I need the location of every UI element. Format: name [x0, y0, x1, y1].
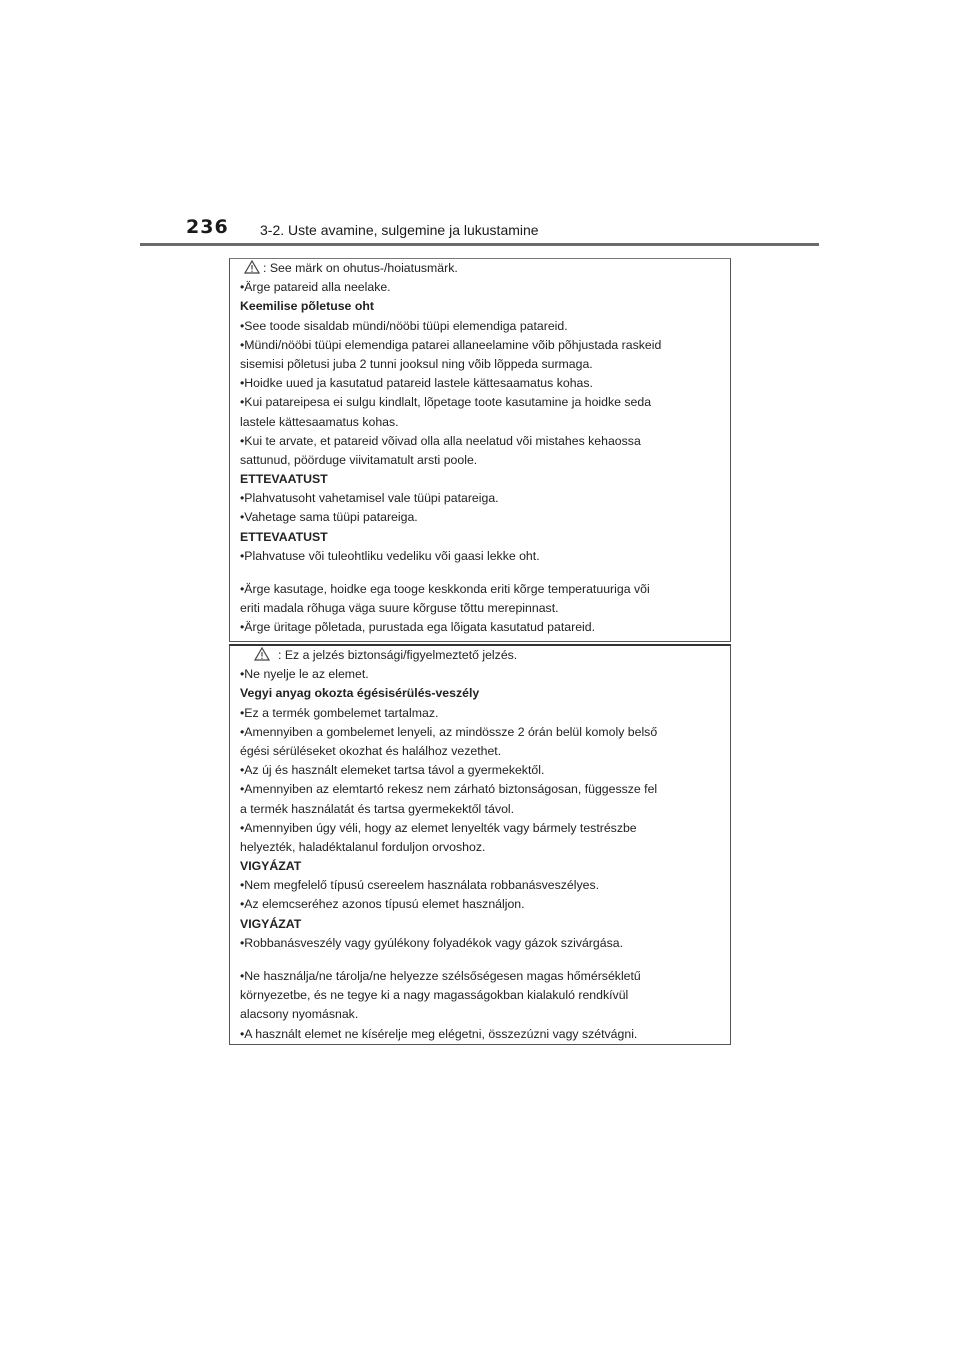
text-line: sattunud, pöörduge viivitamatult arsti poole.: [240, 452, 478, 467]
text-line: •Amennyiben a gombelemet lenyeli, az mindössze 2 órán belül komoly belső: [240, 724, 658, 739]
section-heading: Keemilise põletuse oht: [240, 299, 374, 314]
text-line: •Mündi/nööbi tüüpi elemendiga patarei allaneelamine võib põhjustada raskeid: [240, 337, 662, 352]
symbol-legend-line: [240, 259, 720, 278]
text-line: •A használt elemet ne kísérelje meg elégetni, összezúzni vagy szétvágni.: [240, 1026, 638, 1041]
text-line: •Amennyiben úgy véli, hogy az elemet lenyelték vagy bármely testrészbe: [240, 820, 637, 835]
text-line: [240, 566, 720, 580]
warning-triangle-icon: [254, 647, 270, 661]
text-line: •Ärge kasutage, hoidke ega tooge keskkonda eriti kõrge temperatuuriga või: [240, 582, 650, 596]
text-line: •Kui te arvate, et patareid võivad olla alla neelatud või mistahes kehaossa: [240, 433, 641, 448]
text-line: •Plahvatusoht vahetamisel vale tüüpi patareiga.: [240, 491, 499, 506]
section-heading: ETTEVAATUST: [240, 529, 328, 544]
text-line: •Kui patareipesa ei sulgu kindlalt, lõpetage toote kasutamine ja hoidke seda: [240, 395, 652, 410]
text-line: •Ne használja/ne tárolja/ne helyezze szélsőségesen magas hőmérsékletű: [240, 969, 641, 983]
text-line: •Ez a termék gombelemet tartalmaz.: [240, 705, 439, 720]
text-line: •Plahvatuse või tuleohtliku vedeliku või gaasi lekke oht.: [240, 548, 540, 563]
text-line: •Ärge patareid alla neelake.: [240, 280, 391, 295]
text-line: lastele kättesaamatus kohas.: [240, 414, 399, 429]
symbol-legend-text: : See märk on ohutus-/hoiatusmärk.: [263, 261, 458, 275]
text-line: •Ärge üritage põletada, purustada ega lõigata kasutatud patareid.: [240, 620, 596, 635]
warning-triangle-icon: [244, 260, 260, 274]
section-heading: Vegyi anyag okozta égésisérülés-veszély: [240, 686, 480, 701]
section-heading: VIGYÁZAT: [240, 859, 302, 874]
text-line: •Hoidke uued ja kasutatud patareid lastele kättesaamatus kohas.: [240, 376, 593, 391]
symbol-legend-text: : Ez a jelzés biztonsági/figyelmeztető jelzés.: [278, 648, 518, 662]
text-line: sisemisi põletusi juba 2 tunni jooksul ning võib lõppeda surmaga.: [240, 356, 593, 371]
section-heading: VIGYÁZAT: [240, 916, 302, 931]
estonian-text-lines: [240, 278, 720, 637]
text-line: alacsony nyomásnak.: [240, 1007, 359, 1022]
text-line: [240, 953, 720, 967]
header-rule: [140, 243, 819, 246]
page-number: 236: [186, 216, 229, 238]
hungarian-text-lines: [240, 665, 720, 1044]
text-line: •See toode sisaldab mündi/nööbi tüüpi elemendiga patareid.: [240, 318, 568, 333]
text-line: •Nem megfelelő típusú csereelem használata robbanásveszélyes.: [240, 878, 600, 893]
symbol-legend-line: [240, 646, 720, 665]
text-line: eriti madala rõhuga väga suure kõrguse tõttu merepinnast.: [240, 601, 559, 616]
text-line: égési sérüléseket okozhat és halálhoz vezethet.: [240, 743, 502, 758]
text-line: •Robbanásveszély vagy gyúlékony folyadékok vagy gázok szivárgása.: [240, 935, 623, 950]
text-line: környezetbe, és ne tegye ki a nagy magasságokban kialakuló rendkívül: [240, 988, 629, 1003]
text-line: a termék használatát és tartsa gyermekektől távol.: [240, 801, 515, 816]
text-line: •Az elemcseréhez azonos típusú elemet használjon.: [240, 897, 525, 912]
hungarian-warning-panel: [229, 644, 731, 1045]
text-line: •Ne nyelje le az elemet.: [240, 667, 369, 682]
text-line: •Vahetage sama tüüpi patareiga.: [240, 510, 418, 525]
text-line: •Az új és használt elemeket tartsa távol a gyermekektől.: [240, 763, 545, 778]
text-line: •Amennyiben az elemtartó rekesz nem zárható biztonságosan, függessze fel: [240, 782, 658, 797]
text-line: helyezték, haladéktalanul forduljon orvoshoz.: [240, 839, 486, 854]
section-title: 3-2. Uste avamine, sulgemine ja lukustamine: [260, 222, 539, 238]
estonian-warning-panel: [229, 258, 731, 642]
section-heading: ETTEVAATUST: [240, 472, 328, 487]
